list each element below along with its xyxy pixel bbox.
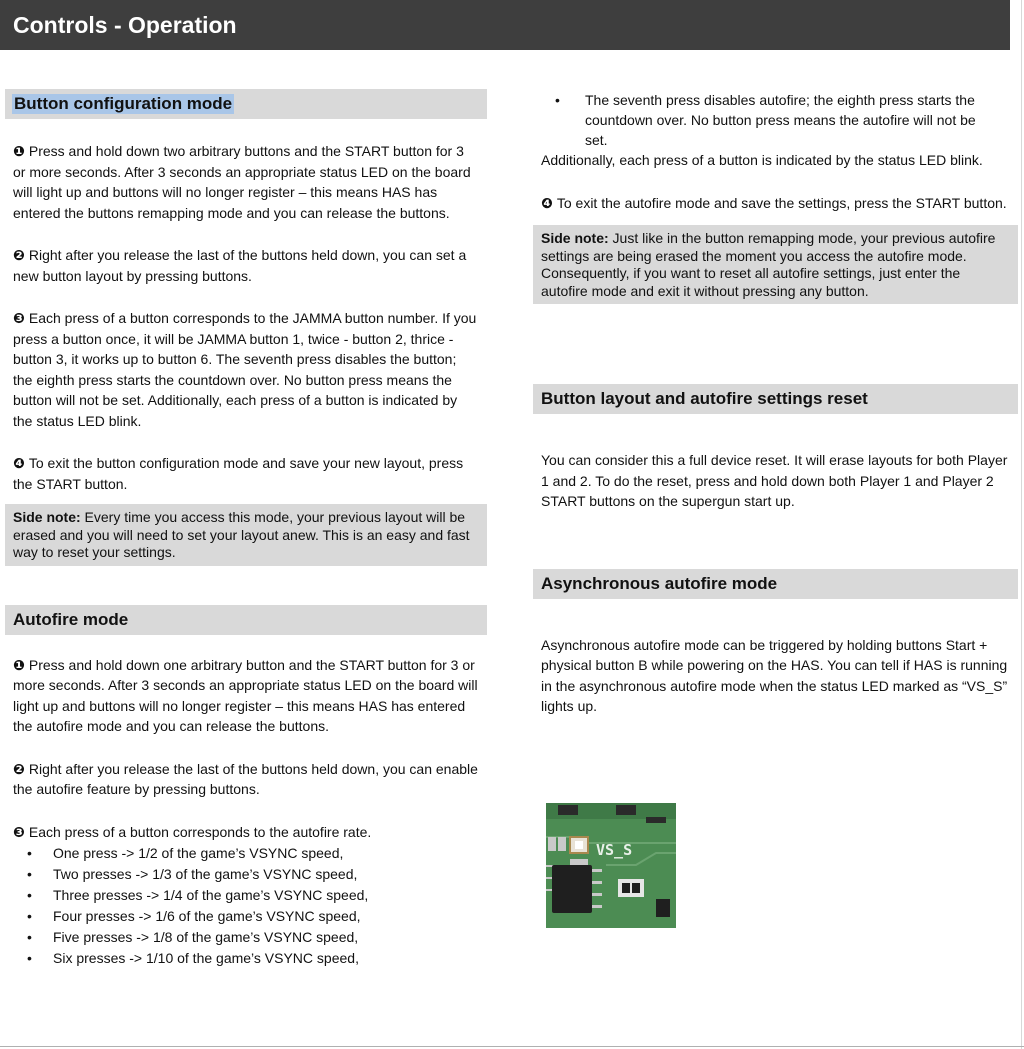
pcb-photo <box>546 803 676 928</box>
paragraph: ❷ Right after you release the last of the buttons held down, you can set a new button layout by pressing buttons. <box>13 247 467 284</box>
note-label: Side note: <box>13 509 81 525</box>
page-bottom-rule <box>0 1046 1024 1047</box>
section-title: Asynchronous autofire mode <box>541 573 778 593</box>
section-header-reset <box>533 384 1018 414</box>
page-edge-rule <box>1021 0 1022 1049</box>
list-item: • Three presses -> 1/4 of the game’s VSYNC speed, <box>5 885 487 906</box>
step-marker: ❷ <box>13 247 25 263</box>
side-note: Side note: Every time you access this mode, your previous layout will be erased and you will need to set your layout anew. This is an easy and fast way to reset your settings. <box>5 504 487 566</box>
step-marker: ❸ <box>13 310 25 326</box>
step-marker: ❹ <box>13 455 25 471</box>
list-item: • One press -> 1/2 of the game’s VSYNC speed, <box>5 843 487 864</box>
paragraph: ❹ To exit the button configuration mode and save your new layout, press the START button. <box>13 455 464 492</box>
paragraph: Asynchronous autofire mode can be triggered by holding buttons Start + physical button B while powering on the HAS. You can tell if HAS is running in the asynchronous autofire mode when the status LED marked as “VS_S” lights up. <box>541 636 1008 714</box>
list-item: • Four presses -> 1/6 of the game’s VSYNC speed, <box>5 906 487 927</box>
right-column <box>533 89 1018 717</box>
section-header-autofire <box>5 605 487 635</box>
note-label: Side note: <box>541 230 609 246</box>
paragraph: ❸ Each press of a button corresponds to the autofire rate. <box>13 823 372 840</box>
section-title: Autofire mode <box>13 609 129 629</box>
photo-label: VS_S <box>596 841 633 859</box>
step-marker: ❷ <box>13 760 25 777</box>
paragraph: ❶ Press and hold down one arbitrary button and the START button for 3 or more seconds. After 3 seconds an appropriate status LED on the board will light up and buttons will no longer register – this means HAS has entered the autofire mode and you can release the buttons. <box>13 656 478 734</box>
paragraph: ❷ Right after you release the last of the buttons held down, you can enable the autofire feature by pressing buttons. <box>13 760 478 797</box>
section-title: Button layout and autofire settings reset <box>541 389 868 408</box>
continued-list <box>533 90 1018 150</box>
step-marker: ❹ <box>541 194 553 211</box>
list-item: • Two presses -> 1/3 of the game’s VSYNC speed, <box>5 864 487 885</box>
section-header-async <box>533 569 1018 599</box>
paragraph: Additionally, each press of a button is indicated by the status LED blink. <box>541 152 983 168</box>
page-title: Controls - Operation <box>13 12 237 38</box>
paragraph: ❹ To exit the autofire mode and save the settings, press the START button. <box>541 194 1007 211</box>
list-item: • Six presses -> 1/10 of the game’s VSYNC speed, <box>5 948 487 969</box>
section-header-button-config <box>5 89 487 119</box>
pcb-photo-drawing <box>546 803 676 928</box>
side-note: Side note: Just like in the button remapping mode, your previous autofire settings are being erased the moment you access the autofire mode. Consequently, if you want to reset all autofire settings, just enter the autofire mode and exit it without pressing any button. <box>533 225 1018 304</box>
paragraph: You can consider this a full device reset. It will erase layouts for both Player 1 and 2. To do the reset, press and hold down both Player 1 and Player 2 START buttons on the supergun start up. <box>541 452 1008 509</box>
paragraph: ❸ Each press of a button corresponds to the JAMMA button number. If you press a button once, it will be JAMMA button 1, twice - button 2, thrice - button 3, it works up to button 6. The seventh press disables the button; the eighth press starts the countdown over. No button press means the button will not be set. Additionally, each press of a button is indicated by the status LED blink. <box>13 310 477 429</box>
page-header <box>0 0 1010 50</box>
paragraph: ❶ Press and hold down two arbitrary buttons and the START button for 3 or more seconds. After 3 seconds an appropriate status LED on the board will light up and buttons will no longer register – this means HAS has entered the buttons remapping mode and you can release the buttons. <box>13 143 471 221</box>
list-item: • Five presses -> 1/8 of the game’s VSYNC speed, <box>5 927 487 948</box>
rate-list <box>5 843 487 969</box>
list-item: • The seventh press disables autofire; the eighth press starts the countdown over. No button press means the autofire will not be set. <box>533 90 1018 150</box>
section-title: Button configuration mode <box>14 94 233 113</box>
left-column <box>5 89 487 969</box>
step-marker: ❶ <box>13 656 25 673</box>
step-marker: ❶ <box>13 143 25 159</box>
step-marker: ❸ <box>13 823 25 840</box>
